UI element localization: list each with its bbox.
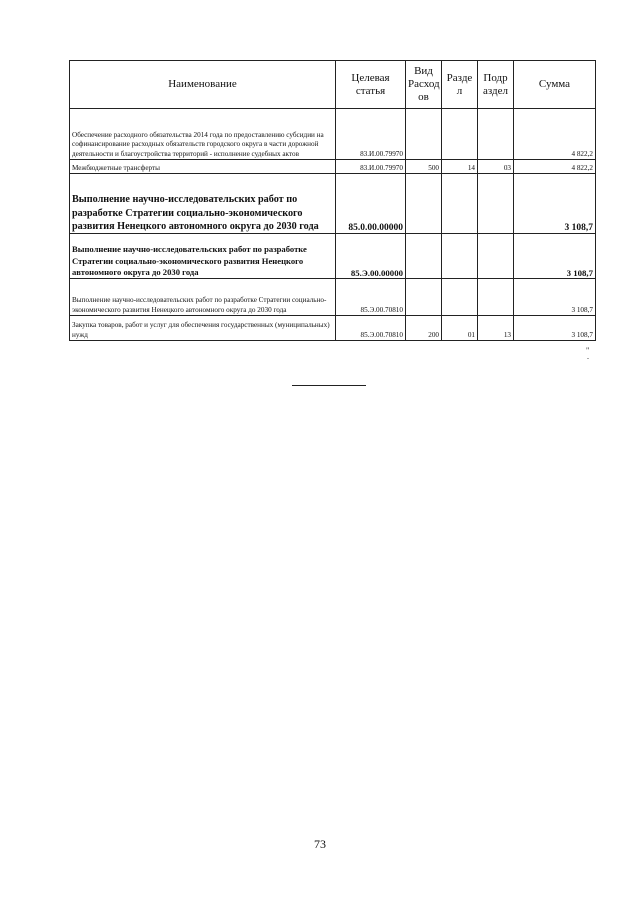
page-number: 73 (314, 837, 326, 851)
row-target: 85.Э.00.70810 (336, 316, 406, 341)
header-amount: Сумма (514, 61, 596, 109)
row-subsection (478, 234, 514, 279)
row-amount: 3 108,7 (514, 174, 596, 234)
header-section: Разде л (442, 61, 478, 109)
row-section: 14 (442, 160, 478, 174)
separator-line (292, 385, 366, 386)
row-section (442, 109, 478, 160)
table-header-row (70, 61, 596, 109)
header-expense-type: Вид Расход ов (406, 61, 442, 109)
row-subsection: 03 (478, 160, 514, 174)
row-target: 85.0.00.00000 (336, 174, 406, 234)
row-section (442, 279, 478, 316)
row-name: Выполнение научно-исследовательских работ по разработке Стратегии социально-экономического развития Ненецкого автономного округа до 2030 года (70, 234, 336, 279)
row-expense-type: 200 (406, 316, 442, 341)
row-section (442, 234, 478, 279)
closing-dash: - (587, 356, 589, 362)
row-subsection (478, 109, 514, 160)
row-target: 83.И.00.79970 (336, 109, 406, 160)
row-amount: 4 822,2 (514, 160, 596, 174)
table-row (70, 234, 596, 279)
row-amount: 4 822,2 (514, 109, 596, 160)
row-expense-type (406, 234, 442, 279)
budget-table (69, 60, 596, 341)
row-amount: 3 108,7 (514, 279, 596, 316)
header-target: Целевая статья (336, 61, 406, 109)
row-target: 85.Э.00.70810 (336, 279, 406, 316)
row-target: 85.Э.00.00000 (336, 234, 406, 279)
table-row (70, 109, 596, 160)
row-name: Обеспечение расходного обязательства 2014 года по предоставлению субсидии на софинансирование расходных обязательств городского округа в части дорожной деятельности и благоустройства территорий - исполнение судебных актов (70, 109, 336, 160)
row-target: 83.И.00.79970 (336, 160, 406, 174)
row-subsection (478, 279, 514, 316)
row-subsection: 13 (478, 316, 514, 341)
header-subsection: Подр аздел (478, 61, 514, 109)
row-name: Выполнение научно-исследовательских работ по разработке Стратегии социально-экономического развития Ненецкого автономного округа до 2030 года (70, 279, 336, 316)
row-name: Закупка товаров, работ и услуг для обеспечения государственных (муниципальных) нужд (70, 316, 336, 341)
closing-quote: " (586, 346, 590, 355)
row-section (442, 174, 478, 234)
table-row (70, 174, 596, 234)
row-expense-type (406, 279, 442, 316)
row-expense-type (406, 174, 442, 234)
row-subsection (478, 174, 514, 234)
row-expense-type (406, 109, 442, 160)
row-expense-type: 500 (406, 160, 442, 174)
table-row (70, 160, 596, 174)
row-amount: 3 108,7 (514, 234, 596, 279)
table-row (70, 279, 596, 316)
table-row (70, 316, 596, 341)
row-amount: 3 108,7 (514, 316, 596, 341)
row-name: Межбюджетные трансферты (70, 160, 336, 174)
header-name: Наименование (70, 61, 336, 109)
row-name: Выполнение научно-исследовательских работ по разработке Стратегии социально-экономического развития Ненецкого автономного округа до 2030 года (70, 174, 336, 234)
row-section: 01 (442, 316, 478, 341)
budget-table-container (69, 60, 595, 341)
